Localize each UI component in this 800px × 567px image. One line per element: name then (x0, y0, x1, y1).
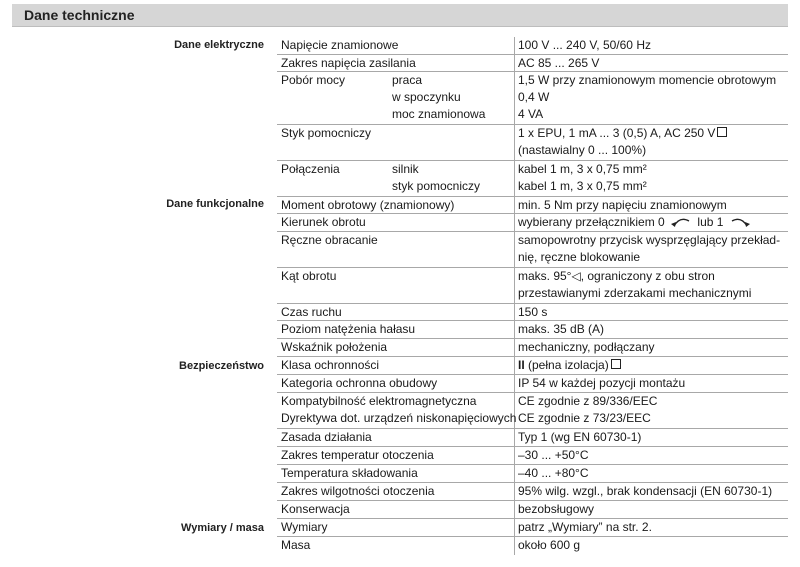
spec-label: Czas ruchu (281, 305, 342, 319)
square-box-icon (611, 359, 621, 369)
category-functional: Dane funkcjonalne (166, 198, 264, 210)
rotate-ccw-icon (670, 216, 692, 228)
spec-value: około 600 g (518, 538, 581, 552)
spec-value: nię, ręczne blokowanie (518, 250, 641, 264)
spec-label: Dyrektywa dot. urządzeń niskonapięciowych (281, 411, 517, 425)
spec-value: 100 V ... 240 V, 50/60 Hz (518, 38, 651, 52)
rotate-cw-icon (729, 216, 751, 228)
section-title: Dane techniczne (24, 7, 135, 23)
spec-sublabel: praca (392, 73, 423, 87)
spec-value: –30 ... +50°C (518, 448, 589, 462)
spec-value: min. 5 Nm przy napięciu znamionowym (518, 198, 727, 212)
spec-value: AC 85 ... 265 V (518, 56, 600, 70)
category-dimensions: Wymiary / masa (181, 522, 264, 534)
spec-label: Moment obrotowy (znamionowy) (281, 198, 455, 212)
spec-value: 0,4 W (518, 90, 550, 104)
spec-value-line (518, 125, 727, 142)
spec-sublabel: styk pomocniczy (392, 179, 481, 193)
spec-value: kabel 1 m, 3 x 0,75 mm² (518, 162, 647, 176)
spec-value: lub 1 (697, 215, 724, 229)
category-safety: Bezpieczeństwo (179, 360, 264, 372)
spec-label: Klasa ochronności (281, 358, 380, 372)
spec-label: Kierunek obrotu (281, 215, 366, 229)
spec-sublabel: moc znamionowa (392, 107, 486, 121)
category-electrical: Dane elektryczne (174, 39, 264, 51)
spec-value: 150 s (518, 305, 548, 319)
section-header (12, 4, 788, 27)
spec-sublabel: silnik (392, 162, 419, 176)
spec-value: –40 ... +80°C (518, 466, 589, 480)
spec-value: kabel 1 m, 3 x 0,75 mm² (518, 179, 647, 193)
spec-value: samopowrotny przycisk wysprzęglający przekład- (518, 233, 781, 247)
spec-label: Ręczne obracanie (281, 233, 378, 247)
spec-label: Zasada działania (281, 430, 372, 444)
spec-value: maks. 35 dB (A) (518, 322, 605, 336)
spec-label: Poziom natężenia hałasu (281, 322, 416, 336)
spec-value: mechaniczny, podłączany (518, 340, 655, 354)
spec-label: Zakres wilgotności otoczenia (281, 484, 435, 498)
spec-label: Wymiary (281, 520, 328, 534)
spec-label: Zakres napięcia zasilania (281, 56, 416, 70)
spec-label: Zakres temperatur otoczenia (281, 448, 434, 462)
spec-value: 1 x EPU, 1 mA ... 3 (0,5) A, AC 250 V (518, 126, 716, 140)
spec-value: patrz „Wymiary” na str. 2. (518, 520, 652, 534)
spec-label: Napięcie znamionowe (281, 38, 399, 52)
spec-value: II (518, 358, 525, 372)
spec-label: Kompatybilność elektromagnetyczna (281, 394, 477, 408)
spec-label: Kategoria ochronna obudowy (281, 376, 438, 390)
spec-value: przestawianymi zderzakami mechanicznymi (518, 286, 752, 300)
spec-label: Połączenia (281, 162, 340, 176)
spec-label: Temperatura składowania (281, 466, 418, 480)
spec-value: CE zgodnie z 73/23/EEC (518, 411, 651, 425)
column-divider (514, 37, 515, 555)
spec-value: 1,5 W przy znamionowym momencie obrotowym (518, 73, 777, 87)
spec-sublabel: w spoczynku (392, 90, 461, 104)
spec-value-line (518, 214, 753, 231)
spec-value: (pełna izolacja) (528, 358, 609, 372)
spec-value: maks. 95°◁, ograniczony z obu stron (518, 269, 715, 283)
spec-label: Wskaźnik położenia (281, 340, 388, 354)
spec-value-line (518, 357, 621, 374)
spec-label: Pobór mocy (281, 73, 346, 87)
spec-label: Kąt obrotu (281, 269, 337, 283)
spec-value: wybierany przełącznikiem 0 (518, 215, 665, 229)
spec-label: Konserwacja (281, 502, 350, 516)
spec-value: (nastawialny 0 ... 100%) (518, 143, 647, 157)
spec-label: Styk pomocniczy (281, 126, 372, 140)
spec-value: Typ 1 (wg EN 60730-1) (518, 430, 642, 444)
spec-value: IP 54 w każdej pozycji montażu (518, 376, 686, 390)
spec-value: 4 VA (518, 107, 544, 121)
spec-value: CE zgodnie z 89/336/EEC (518, 394, 658, 408)
spec-label: Masa (281, 538, 311, 552)
spec-value: 95% wilg. wzgl., brak kondensacji (EN 60730-1) (518, 484, 773, 498)
spec-value: bezobsługowy (518, 502, 595, 516)
square-box-icon (717, 127, 727, 137)
